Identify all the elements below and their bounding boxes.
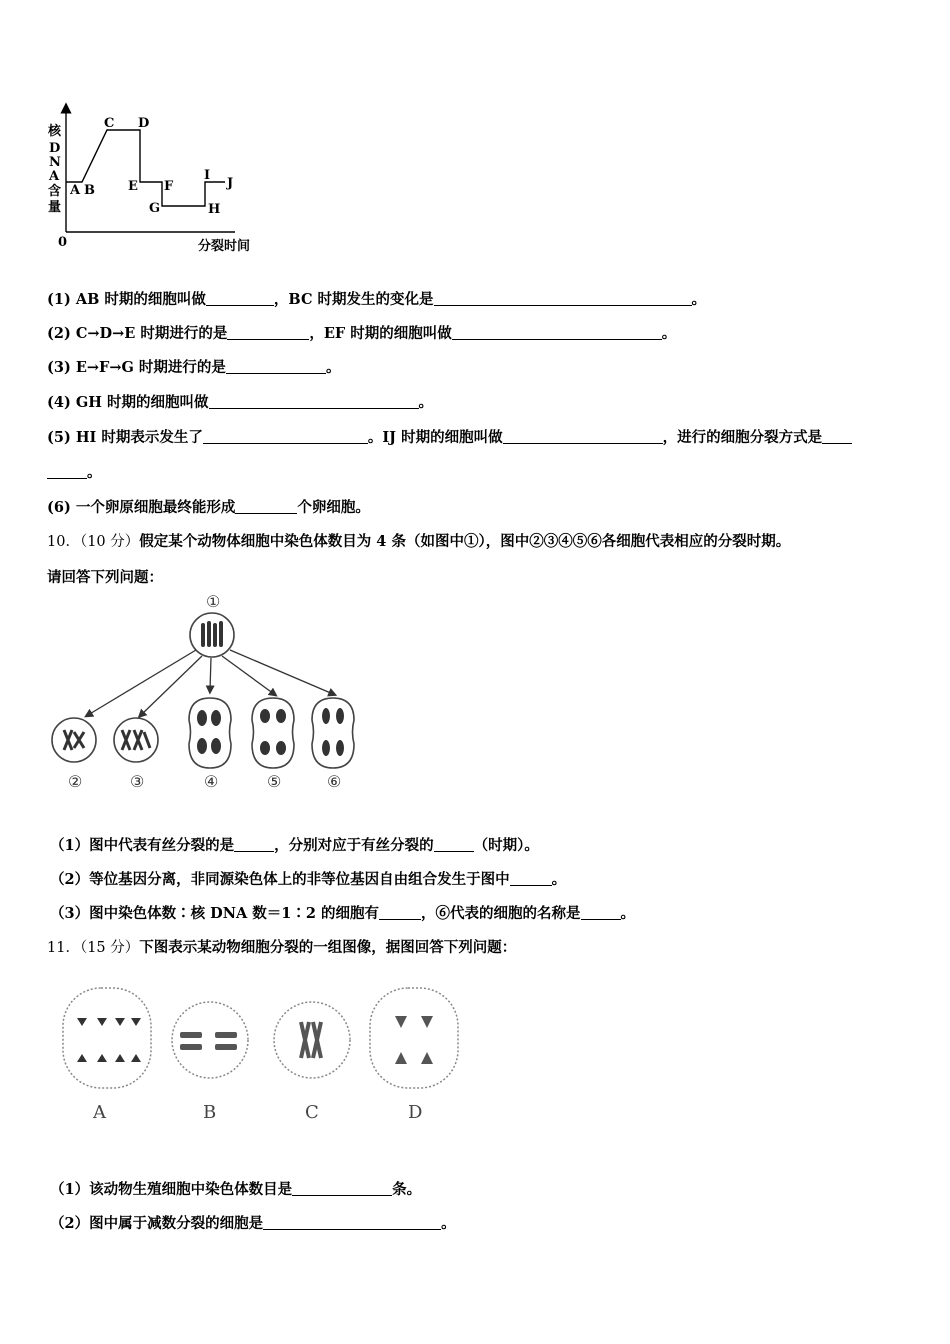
q9-line-2	[47, 322, 676, 343]
cell-c	[274, 1002, 350, 1078]
point-label-d: D	[138, 116, 150, 131]
text: （1）该动物生殖细胞中染色体数目是	[50, 1181, 293, 1198]
answer-blank[interactable]	[47, 464, 87, 479]
text: (5) HI 时期表示发生了	[47, 429, 203, 446]
q10-sub-1	[50, 834, 539, 855]
point-label-a: A	[70, 183, 81, 198]
text: (3) E→F→G 时期进行的是	[47, 359, 226, 376]
q11-cell-figure	[55, 980, 475, 1125]
text: 个卵细胞。	[297, 499, 370, 516]
text: ，EF 时期的细胞叫做	[309, 325, 452, 342]
q10-cell-figure	[44, 590, 374, 795]
y-label-char: 核	[48, 124, 62, 139]
text: ，⑥代表的细胞的名称是	[421, 905, 581, 922]
text: ，BC 时期发生的变化是	[273, 291, 434, 308]
text: （1）图中代表有丝分裂的是	[50, 837, 235, 854]
q9-line-1	[47, 288, 706, 309]
y-label-char: N	[49, 155, 61, 170]
point-label-b: B	[84, 183, 95, 198]
answer-blank[interactable]	[235, 499, 297, 514]
point-label-g: G	[149, 201, 161, 216]
point-label-c: C	[104, 116, 115, 131]
origin-label: 0	[58, 235, 68, 250]
q9-line-5	[47, 426, 852, 447]
answer-blank[interactable]	[581, 905, 621, 920]
text: 。IJ 时期的细胞叫做	[367, 429, 503, 446]
chromosomes-a	[77, 1018, 141, 1062]
answer-blank[interactable]	[227, 325, 309, 340]
cell-d	[370, 988, 458, 1088]
q9-line-4	[47, 391, 433, 412]
text: (4) GH 时期的细胞叫做	[47, 394, 209, 411]
text: 。	[551, 871, 567, 888]
cell-label-5: ⑤	[267, 772, 282, 791]
answer-blank[interactable]	[434, 291, 692, 306]
text: 。	[87, 464, 102, 481]
q10-stem	[47, 530, 790, 551]
y-label-char: D	[49, 141, 61, 156]
text: 。	[418, 394, 433, 411]
text: ，进行的细胞分裂方式是	[662, 429, 823, 446]
cell-label-2: ②	[68, 772, 83, 791]
cell-5	[252, 698, 294, 768]
question-stem: 下图表示某动物细胞分裂的一组图像，据图回答下列问题：	[139, 939, 517, 956]
cell-6	[312, 698, 354, 768]
question-number: 10．（10 分）	[47, 534, 140, 550]
answer-blank[interactable]	[263, 1215, 441, 1230]
answer-blank[interactable]	[292, 1181, 392, 1196]
answer-blank[interactable]	[206, 291, 274, 306]
chromosomes-c	[301, 1022, 321, 1058]
arrow	[88, 650, 196, 715]
cell-label-3: ③	[130, 772, 145, 791]
point-label-j: J	[227, 176, 234, 191]
text: （2）图中属于减数分裂的细胞是	[50, 1215, 264, 1232]
q10-sub-3	[50, 902, 635, 923]
y-label-char: 含	[48, 184, 62, 199]
text: （时期）。	[473, 837, 539, 854]
answer-blank[interactable]	[503, 429, 663, 444]
figure-label-d: D	[408, 1102, 423, 1123]
answer-blank[interactable]	[434, 837, 474, 852]
answer-blank[interactable]	[209, 394, 419, 409]
figure-label-b: B	[203, 1102, 217, 1123]
q9-line-6	[47, 496, 370, 517]
cell-label-1: ①	[206, 592, 221, 611]
text: (2) C→D→E 时期进行的是	[47, 325, 228, 342]
q9-line-5-cont	[47, 461, 102, 482]
y-label-char: A	[49, 169, 60, 184]
cell-1	[190, 613, 234, 657]
answer-blank[interactable]	[234, 837, 274, 852]
question-stem: 请回答下列问题：	[47, 569, 163, 586]
text: 。	[325, 359, 341, 376]
point-label-e: E	[128, 179, 138, 194]
arrow	[222, 656, 274, 694]
text: (1) AB 时期的细胞叫做	[47, 291, 206, 308]
cell-b	[172, 1002, 248, 1078]
text: ，分别对应于有丝分裂的	[274, 837, 434, 854]
text: 条。	[392, 1181, 422, 1198]
text: （3）图中染色体数∶核 DNA 数＝1∶2 的细胞有	[50, 905, 379, 922]
cell-2	[52, 718, 96, 762]
arrow	[210, 658, 211, 690]
answer-blank[interactable]	[452, 325, 662, 340]
figure-label-a: A	[93, 1102, 106, 1123]
point-label-f: F	[164, 179, 174, 194]
cell-a	[63, 988, 151, 1088]
arrow	[230, 650, 333, 694]
q10-stem-2	[47, 566, 163, 587]
text: 。	[620, 905, 635, 922]
q11-stem	[47, 936, 516, 957]
point-label-i: I	[204, 168, 211, 183]
dna-content-graph	[40, 100, 280, 255]
cell-4	[189, 698, 231, 768]
answer-blank[interactable]	[203, 429, 368, 444]
answer-blank[interactable]	[822, 429, 852, 444]
text: 。	[441, 1215, 456, 1232]
q11-sub-1	[50, 1178, 421, 1199]
text: 。	[691, 291, 707, 308]
y-label-char: 量	[48, 200, 62, 215]
answer-blank[interactable]	[510, 871, 552, 886]
figure-label-c: C	[305, 1102, 319, 1123]
question-stem: 假定某个动物体细胞中染色体数目为 4 条（如图中①），图中②③④⑤⑥各细胞代表相应的分裂时期。	[139, 533, 791, 550]
answer-blank[interactable]	[226, 359, 326, 374]
x-axis-label: 分裂时间	[198, 239, 251, 254]
text: （2）等位基因分离，非同源染色体上的非等位基因自由组合发生于图中	[50, 871, 510, 888]
answer-blank[interactable]	[379, 905, 421, 920]
cell-label-6: ⑥	[327, 772, 342, 791]
chromosomes-d	[395, 1016, 433, 1064]
point-label-h: H	[208, 202, 221, 217]
cell-3	[114, 718, 158, 762]
q11-sub-2	[50, 1212, 456, 1233]
text: 。	[661, 325, 677, 342]
chromosomes-b	[180, 1032, 237, 1050]
q9-line-3	[47, 356, 340, 377]
question-number: 11．（15 分）	[47, 940, 140, 956]
cell-label-4: ④	[204, 772, 219, 791]
text: (6) 一个卵原细胞最终能形成	[47, 499, 236, 516]
q10-sub-2	[50, 868, 566, 889]
